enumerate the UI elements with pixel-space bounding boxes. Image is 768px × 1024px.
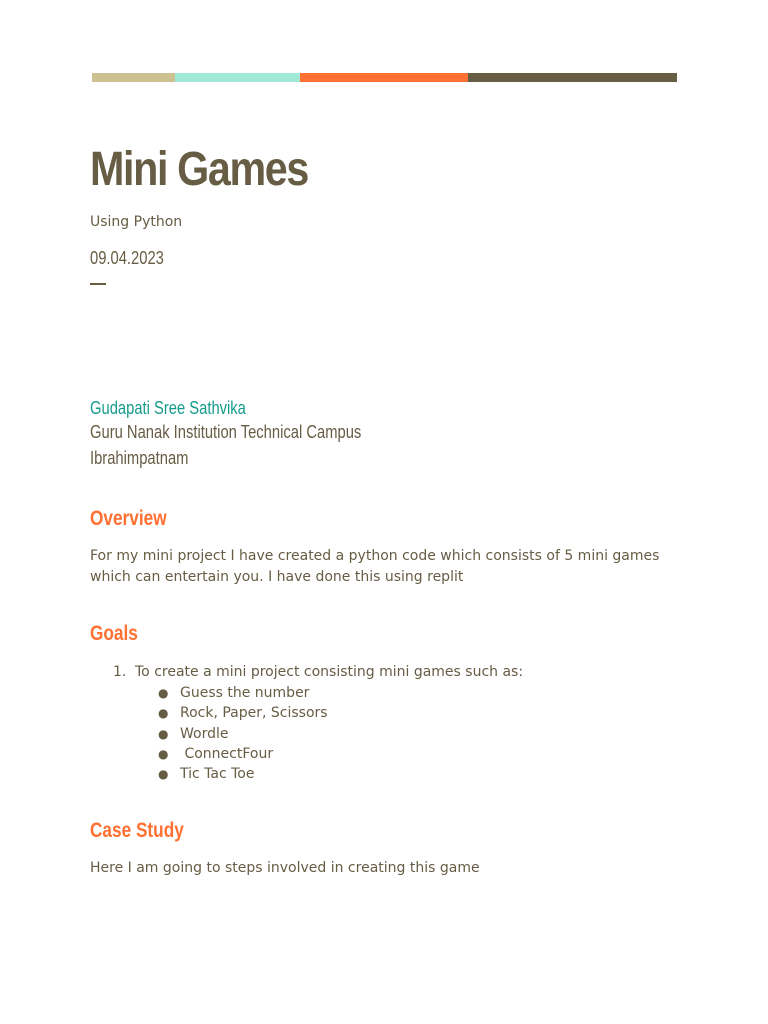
- game-bullet-list: [90, 683, 328, 784]
- overview-text: For my mini project I have created a python code which consists of 5 mini games which can entertain you. I have done this using replit: [90, 548, 660, 585]
- color-bar-segment-4: [468, 73, 677, 82]
- author-name: Gudapati Sree Sathvika: [90, 398, 246, 418]
- color-bar-segment-3: [300, 73, 468, 82]
- bullet-icon: ●: [158, 746, 169, 761]
- game-name: Guess the number: [180, 685, 310, 701]
- document-date: 09.04.2023: [90, 248, 164, 268]
- goal-item-text: To create a mini project consisting mini games such as:: [135, 664, 524, 680]
- goals-heading: Goals: [90, 622, 138, 645]
- game-name: Tic Tac Toe: [180, 766, 255, 782]
- document-title: Mini Games: [90, 143, 308, 196]
- date-underline-dash: [90, 283, 106, 285]
- bullet-icon: ●: [158, 706, 169, 721]
- bullet-icon: ●: [158, 726, 169, 741]
- author-affiliation-line-2: Ibrahimpatnam: [90, 448, 189, 468]
- game-name: ConnectFour: [180, 745, 274, 762]
- game-name: Wordle: [180, 725, 229, 742]
- game-list-item: [90, 764, 255, 784]
- document-subtitle: Using Python: [90, 214, 183, 230]
- case-study-text: Here I am going to steps involved in creating this game: [90, 860, 480, 876]
- case-study-heading: Case Study: [90, 819, 184, 842]
- color-bar-segment-1: [92, 73, 175, 82]
- game-list-item: [90, 724, 229, 744]
- color-bar-segment-2: [175, 73, 300, 82]
- game-list-item: [90, 744, 274, 764]
- decorative-color-bar: [92, 73, 677, 82]
- bullet-icon: ●: [158, 767, 169, 781]
- game-list-item: [90, 703, 328, 723]
- author-affiliation-line-1: Guru Nanak Institution Technical Campus: [90, 422, 362, 442]
- game-name: Rock, Paper, Scissors: [180, 705, 328, 722]
- goal-item-number: 1.: [113, 664, 127, 680]
- bullet-icon: ●: [158, 686, 169, 700]
- overview-heading: Overview: [90, 507, 167, 530]
- game-list-item: [90, 683, 310, 703]
